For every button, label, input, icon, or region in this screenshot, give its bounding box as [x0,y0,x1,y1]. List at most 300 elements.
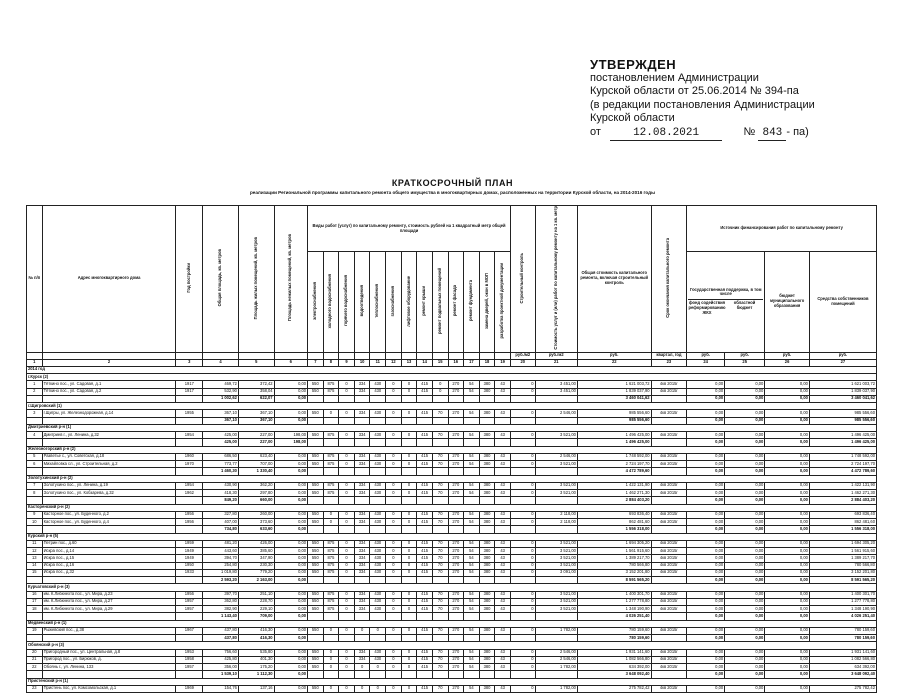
units-cell [323,352,339,359]
table-cell: 0,00 [725,577,765,584]
table-cell: 229,10 [238,606,274,613]
table-cell: 6 [27,461,43,468]
table-cell: 0,00 [725,417,765,424]
table-cell: 380 [479,598,495,605]
table-cell: 8 [27,490,43,497]
table-cell: 0,00 [274,548,307,555]
table-cell [651,395,687,402]
table-cell: 270 [448,562,464,569]
table-cell [464,395,480,402]
table-cell: Пригородный пос., ул. Центральная, д.8 [42,649,176,656]
table-cell: 430 [370,519,386,526]
table-cell: 0,00 [687,453,725,460]
table-cell: 43 [495,548,511,555]
table-cell [308,497,324,504]
table-cell: 270 [448,388,464,395]
table-cell [495,671,511,678]
table-cell: 380 [479,627,495,634]
group-label: Курчатовский р-н (3) [27,584,877,591]
table-cell: 1970 [176,461,203,468]
table-cell: 0 [339,606,355,613]
table-cell: 0,00 [725,555,765,562]
units-cell [417,352,433,359]
table-row [27,656,877,663]
table-cell: 0,00 [765,461,810,468]
table-cell: 0,00 [274,649,307,656]
table-cell [448,468,464,475]
table-cell [651,526,687,533]
table-cell: 3 521,00 [535,591,577,598]
group-label: Касторенский р-н (2) [27,504,877,511]
table-cell: 372,42 [238,381,274,388]
table-cell: 875 [323,453,339,460]
table-cell: 7 [27,482,43,489]
table-cell [479,468,495,475]
table-cell: 709,00 [238,613,274,620]
table-cell: 0,00 [725,664,765,671]
table-cell: 0,00 [765,598,810,605]
table-cell: 4кв 2015г [651,656,687,663]
table-row [27,649,877,656]
table-cell: 0,00 [687,635,725,642]
table-cell: 0,00 [765,490,810,497]
table-cell: 270 [448,569,464,576]
table-cell: 1 556 318,00 [809,526,876,533]
table-cell: Пригород пос., ул. Бирюков, д. [42,656,176,663]
group-label: Обоянский р-н (3) [27,642,877,649]
table-cell: 17 [27,598,43,605]
table-cell [308,417,324,424]
table-cell: 1 112,30 [238,671,274,678]
table-cell [176,439,203,446]
table-cell: 0 [323,410,339,417]
table-cell: 0 [386,519,402,526]
table-cell: 54 [464,453,480,460]
table-cell: 9 [27,511,43,518]
table-cell [448,395,464,402]
table-cell: 4кв 2015г [651,540,687,547]
table-cell [651,468,687,475]
table-cell [651,577,687,584]
table-cell: 380 [479,606,495,613]
table-cell: 2 118,00 [535,511,577,518]
table-cell [386,468,402,475]
header-works-group: Виды работ (услуг) по капитальному ремонту, стоимость рублей на 1 квадратный метр общей площади [308,206,511,252]
table-cell: 985 556,60 [577,410,651,417]
column-index-cell: 13 [401,359,417,366]
table-cell: 2 546,00 [535,410,577,417]
table-cell: 532,90 [203,388,239,395]
units-cell [401,352,417,359]
table-cell: 430 [370,490,386,497]
table-cell [27,577,43,584]
table-cell: 469,72 [203,381,239,388]
table-cell: 0,00 [274,453,307,460]
header-owners: Средства собственников помещений [809,252,876,352]
table-cell [308,439,324,446]
table-row [27,606,877,613]
table-cell [651,613,687,620]
table-cell [354,417,370,424]
table-cell [401,671,417,678]
table-cell [432,395,448,402]
table-cell: 275 782,42 [577,685,651,692]
table-cell: 779,20 [238,569,274,576]
table-cell: 334 [354,598,370,605]
table-cell: 985 556,60 [577,417,651,424]
table-cell: Золотухино пос., ул. Ленина, д.19 [42,482,176,489]
table-cell: 430 [370,555,386,562]
table-cell [401,635,417,642]
table-cell: 0,00 [725,540,765,547]
table-cell: 0,00 [687,540,725,547]
table-cell: 550 [308,649,324,656]
table-cell [27,635,43,642]
header-no: № п/п [27,206,43,353]
table-cell: 70 [432,562,448,569]
table-cell: 1 143,40 [203,613,239,620]
table-cell: 0,00 [687,685,725,692]
table-cell: 397,70 [203,591,239,598]
table-cell: Пристень пос, ул. Комсомольская, д.1 [42,685,176,692]
group-row [27,374,877,381]
column-index-cell: 25 [725,359,765,366]
table-cell: 0 [511,482,536,489]
table-cell: 415 [417,562,433,569]
table-cell: 380 [479,453,495,460]
table-cell: 380 [479,511,495,518]
table-cell [417,497,433,504]
table-cell: 780 159,60 [577,627,651,634]
table-cell: 70 [432,685,448,692]
table-cell: 0,00 [765,482,810,489]
table-row [27,548,877,555]
table-cell: 70 [432,540,448,547]
table-cell: 0,00 [765,519,810,526]
table-cell [176,577,203,584]
table-cell [27,671,43,678]
table-row [27,388,877,395]
table-cell [354,395,370,402]
group-label: Медвенский р-н (1) [27,620,877,627]
table-cell [42,613,176,620]
table-cell: 0,00 [687,577,725,584]
table-cell: 0 [401,606,417,613]
table-cell [323,395,339,402]
table-cell: 0,00 [274,461,307,468]
table-cell: 3 521,00 [535,548,577,555]
table-cell: 230,30 [238,562,274,569]
table-cell: 0 [511,453,536,460]
table-cell: 550 [308,656,324,663]
table-cell [339,671,355,678]
table-cell: 862 481,60 [809,519,876,526]
table-cell [27,613,43,620]
table-cell: 1 782,00 [535,627,577,634]
table-cell: 175,20 [238,664,274,671]
table-cell: 54 [464,664,480,671]
table-cell: 0 [401,482,417,489]
table-cell: Тёткино пос., ул. Садовая, д.1 [42,381,176,388]
units-cell [308,352,324,359]
table-cell [417,577,433,584]
table-cell: 0 [370,685,386,692]
table-cell: 1 389 217,70 [809,555,876,562]
table-cell [401,468,417,475]
table-cell: 1 694 305,20 [809,540,876,547]
table-cell: 0 [511,540,536,547]
table-cell [323,635,339,642]
table-cell [479,439,495,446]
table-cell: 54 [464,649,480,656]
table-cell: 334 [354,656,370,663]
table-cell: 1967 [176,627,203,634]
table-cell: 270 [448,649,464,656]
table-cell: 0,00 [687,381,725,388]
table-cell: 1949 [176,555,203,562]
group-label: Пристенский р-н (1) [27,678,877,685]
table-cell: 380 [479,591,495,598]
table-cell [339,395,355,402]
table-cell: 1 002,62 [203,395,239,402]
table-cell: 0,00 [274,540,307,547]
table-cell: 415 [417,685,433,692]
table-cell: 1 082 566,80 [577,656,651,663]
table-cell: 0,00 [725,519,765,526]
table-cell [417,613,433,620]
table-cell: 0,00 [274,591,307,598]
table-cell: Искра пос., д.15 [42,555,176,562]
table-cell [479,497,495,504]
table-cell: 0,00 [687,598,725,605]
table-cell: 1 561 915,60 [577,548,651,555]
table-cell: 270 [448,548,464,555]
table-cell [27,526,43,533]
units-cell: руб./м2 [535,352,577,359]
group-row [27,446,877,453]
table-cell: 875 [323,555,339,562]
group-label: Железногорский р-н (2) [27,446,877,453]
table-cell: 0,00 [765,664,810,671]
table-cell: 0 [354,627,370,634]
table-cell: 0,00 [274,490,307,497]
table-cell: 1 422 131,90 [577,482,651,489]
table-cell: 415 [417,664,433,671]
units-cell [238,352,274,359]
table-cell: 0,00 [687,613,725,620]
table-cell [308,613,324,620]
units-cell [274,352,307,359]
table-cell: 430 [370,482,386,489]
table-cell [386,635,402,642]
table-cell: 228,70 [238,598,274,605]
table-cell: 0 [339,453,355,460]
table-cell: 415 [417,540,433,547]
table-cell: 270 [448,540,464,547]
table-cell [464,468,480,475]
table-cell: 0,00 [765,555,810,562]
table-cell: 0,00 [687,497,725,504]
table-cell: 0 [386,461,402,468]
table-cell: 430 [370,569,386,576]
table-cell: 875 [323,388,339,395]
table-cell [651,635,687,642]
table-cell: 43 [495,490,511,497]
table-cell: 875 [323,548,339,555]
table-cell: 54 [464,606,480,613]
table-cell: 4кв 2015г [651,410,687,417]
table-cell: 43 [495,664,511,671]
table-cell: 270 [448,606,464,613]
table-cell: 0,00 [765,511,810,518]
table-cell [42,395,176,402]
table-cell [339,439,355,446]
approval-block [590,58,890,141]
table-cell: 0,00 [274,562,307,569]
table-cell [511,439,536,446]
table-cell: 385,60 [238,548,274,555]
table-cell: 0 [323,627,339,634]
table-cell: 0,00 [725,685,765,692]
table-cell: 3 521,00 [535,490,577,497]
table-row [27,555,877,562]
table-cell [535,395,577,402]
table-cell: 780 159,60 [809,635,876,642]
table-cell: 0,00 [687,388,725,395]
table-cell: 0 [386,410,402,417]
table-cell: им. К.Либкнехта пос., ул. Мира, д.23 [42,591,176,598]
header-work-1: холодного водоснабжения [323,252,339,352]
table-cell: 550 [308,432,324,439]
table-cell: 270 [448,410,464,417]
table-cell: 227,00 [238,439,274,446]
table-cell: 0,00 [687,656,725,663]
table-cell [432,635,448,642]
table-cell [464,613,480,620]
table-cell: 1955 [176,410,203,417]
table-cell [323,439,339,446]
table-cell: 0,00 [274,656,307,663]
table-cell: 12 [27,548,43,555]
table-cell [176,417,203,424]
table-cell: 0,00 [687,548,725,555]
table-cell [339,468,355,475]
table-cell [339,613,355,620]
table-cell [495,417,511,424]
table-cell: 0 [386,381,402,388]
table-cell: 430 [370,410,386,417]
table-cell: 0 [401,569,417,576]
table-cell: 1959 [176,540,203,547]
approval-num-word: № [743,125,756,138]
table-cell: 270 [448,432,464,439]
column-index-cell: 14 [417,359,433,366]
table-cell: 0,00 [687,569,725,576]
table-cell [386,577,402,584]
table-cell: 0,00 [725,548,765,555]
units-cell [495,352,511,359]
table-cell [42,671,176,678]
table-cell: 0 [323,685,339,692]
table-cell: Дмитриев г., ул. Ленина, д.32 [42,432,176,439]
group-row [27,642,877,649]
table-cell: 0 [511,591,536,598]
table-cell: 4кв 2015г [651,591,687,598]
table-cell: 0,00 [765,548,810,555]
header-work-10: ремонт фундамента [464,252,480,352]
table-cell: 8 591 565,20 [577,577,651,584]
table-cell: 0 [432,388,448,395]
table-cell [535,613,577,620]
table-cell: 4кв 2015г [651,606,687,613]
table-cell: 0,00 [687,468,725,475]
table-cell: 11 [27,540,43,547]
table-cell: 0,00 [274,381,307,388]
table-cell [535,468,577,475]
table-cell: 251,10 [238,591,274,598]
table-cell [495,635,511,642]
table-cell: 0 [511,410,536,417]
table-cell: 1 561 915,60 [809,548,876,555]
table-cell: 875 [323,569,339,576]
table-cell: 425,00 [203,432,239,439]
table-cell: 0,00 [725,395,765,402]
table-cell: 0 [511,381,536,388]
table-cell: 0,00 [687,526,725,533]
table-cell: 0 [401,381,417,388]
column-index-cell: 20 [511,359,536,366]
table-cell [432,613,448,620]
table-cell [354,613,370,620]
table-cell: 0 [511,461,536,468]
table-cell: 0,00 [687,671,725,678]
table-cell [370,497,386,504]
table-cell: 415 [417,649,433,656]
approval-date-line [590,126,890,142]
table-cell [176,468,203,475]
table-cell: 16 [27,591,43,598]
table-cell: 430 [370,649,386,656]
table-cell: 0,00 [765,526,810,533]
table-cell: 347,90 [238,555,274,562]
table-cell: 2 724 197,70 [809,461,876,468]
table-cell: 380 [479,461,495,468]
table-cell: 43 [495,656,511,663]
table-cell: 0,00 [725,497,765,504]
table-cell: 622,07 [238,395,274,402]
table-cell: 0,00 [765,468,810,475]
table-cell: 4кв 2015г [651,685,687,692]
table-cell: им. К.Либкнехта пос., ул. Мира, д.27 [42,598,176,605]
table-cell: 380 [479,562,495,569]
column-index-cell: 16 [448,359,464,366]
table-cell: 380 [479,519,495,526]
table-cell: 430 [370,461,386,468]
table-cell: 550 [308,606,324,613]
table-cell [535,577,577,584]
table-cell: 426,00 [238,540,274,547]
header-address: Адрес многоквартирного дома [42,206,176,353]
table-cell: 2 546,00 [535,649,577,656]
table-cell: 0,00 [765,497,810,504]
table-cell [479,671,495,678]
table-cell: 2 [27,388,43,395]
table-cell: 54 [464,569,480,576]
approval-line-2: Курской области от 25.06.2014 № 394-па [590,85,799,97]
table-cell [448,439,464,446]
table-cell: 0,00 [687,490,725,497]
table-cell [370,671,386,678]
